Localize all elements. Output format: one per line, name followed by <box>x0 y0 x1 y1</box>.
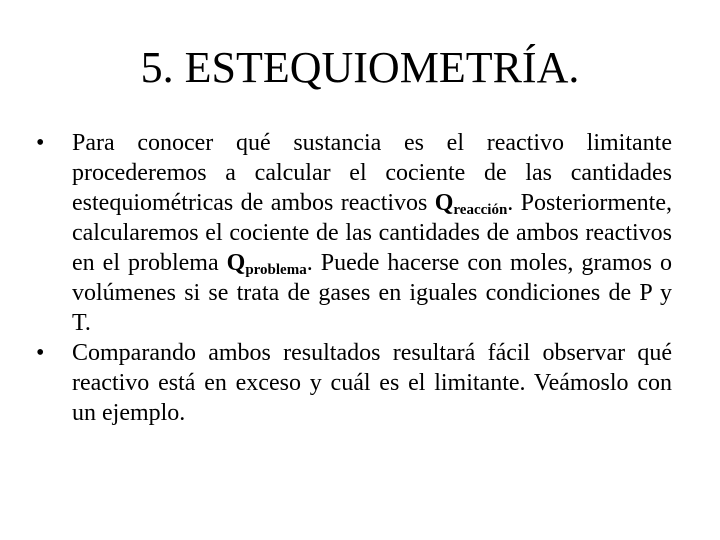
q-problema-subscript: problema <box>245 262 307 278</box>
bullet-1-text-part2: . Posteriormente, calcularemos el cociente de las cantidades de ambos reactivos en el problema <box>72 190 672 276</box>
bullet-icon: • <box>36 340 45 366</box>
bullet-1-text-part3: . Puede hacerse con moles, gramos o volúmenes si se trata de gases en iguales condiciones de P y T. <box>72 250 672 336</box>
q-problema-symbol: Q <box>226 250 246 276</box>
bullet-2-text: Comparando ambos resultados resultará fácil observar qué reactivo está en exceso y cuál es el limitante. Veámoslo con un ejemplo. <box>72 340 672 426</box>
slide-title: 5. ESTEQUIOMETRÍA. <box>140 43 580 92</box>
q-reaccion-symbol: Q <box>434 190 454 216</box>
bullet-list <box>36 128 672 428</box>
bullet-1-text-part1: Para conocer qué sustancia es el reactivo limitante procederemos a calcular el cociente de las cantidades estequiométricas de ambos reactivos <box>72 130 672 216</box>
q-reaccion-subscript: reacción <box>453 202 508 218</box>
bullet-item-2 <box>36 338 672 428</box>
bullet-item-1 <box>36 128 672 338</box>
bullet-icon: • <box>36 130 45 156</box>
